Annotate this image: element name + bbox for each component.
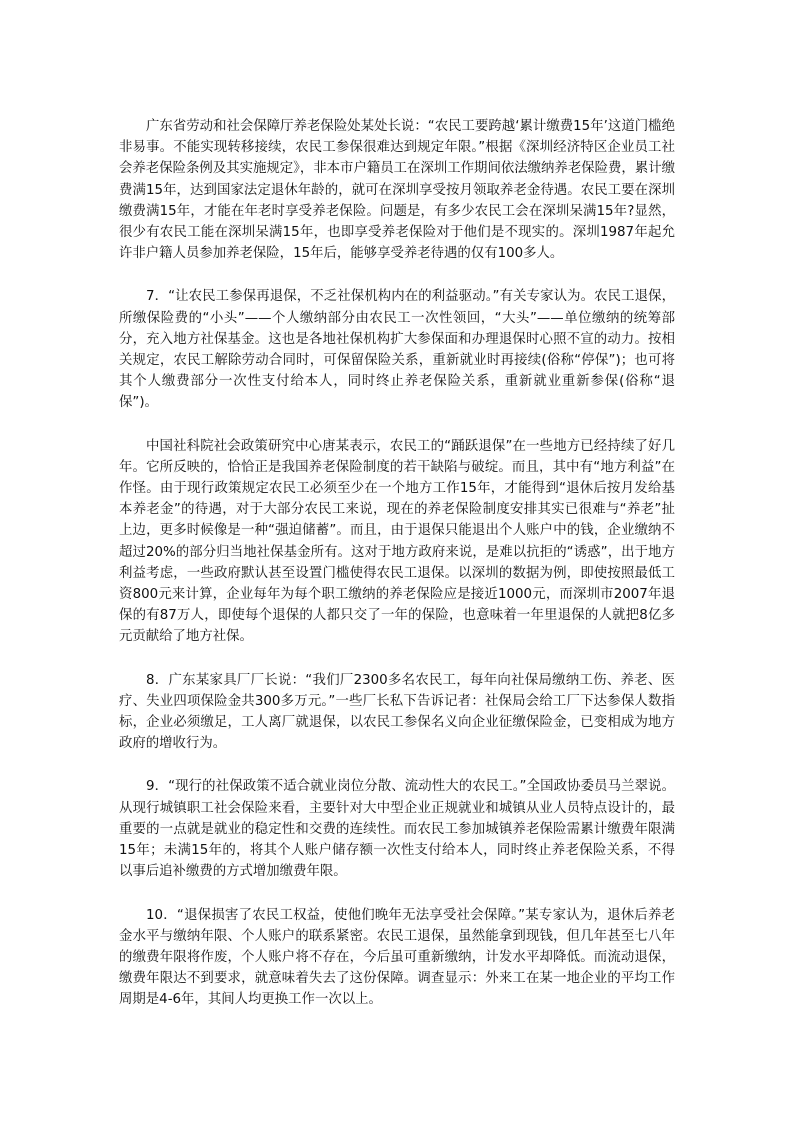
paragraph-7: 7．“让农民工参保再退保，不乏社保机构内在的利益驱动。”有关专家认为。农民工退保，所缴保险费的“小头”——个人缴纳部分由农民工一次性领回，“大头”——单位缴纳的统筹部分，充入地方社保基金。这也是各地社保机构扩大参保面和办理退保时心照不宣的动力。按相关规定，农民工解除劳动合同时，可保留保险关系，重新就业时再接续(俗称“停保”)；也可将其个人缴费部分一次性支付给本人，同时终止养老保险关系，重新就业重新参保(俗称“退保”)。 (119, 289, 675, 411)
paragraph-10: 10．“退保损害了农民工权益，使他们晚年无法享受社会保障。”某专家认为，退休后养老金水平与缴纳年限、个人账户的联系紧密。农民工退保，虽然能拿到现钱，但几年甚至七八年的缴费年限将作废，个人账户将不存在，今后虽可重新缴纳，计发水平却降低。而流动退保，缴费年限达不到要求，就意味着失去了这份保障。调查显示：外来工在某一地企业的平均工作周期是4-6年，其间人均更换工作一次以上。 (119, 907, 675, 1008)
document-body (119, 116, 675, 1033)
paragraph-guangdong-official: 广东省劳动和社会保障厅养老保险处某处长说：“农民工要跨越‘累计缴费15年’这道门槛绝非易事。不能实现转移接续，农民工参保很难达到规定年限。”根据《深圳经济特区企业员工社会养老保险条例及其实施规定》，非本市户籍员工在深圳工作期间依法缴纳养老保险费，累计缴费满15年，达到国家法定退休年龄的，就可在深圳享受按月领取养老金待遇。农民工要在深圳缴费满15年，才能在年老时享受养老保险。问题是，有多少农民工会在深圳呆满15年?显然，很少有农民工能在深圳呆满15年，也即享受养老保险对于他们是不现实的。深圳1987年起允许非户籍人员参加养老保险，15年后，能够享受养老待遇的仅有100多人。 (119, 119, 675, 262)
paragraph-8: 8．广东某家具厂厂长说：“我们厂2300多名农民工，每年向社保局缴纳工伤、养老、医疗、失业四项保险金共300多万元。”一些厂长私下告诉记者：社保局会给工厂下达参保人数指标，企业必须缴足，工人离厂就退保，以农民工参保名义向企业征缴保险金，已变相成为地方政府的增收行为。 (119, 672, 675, 752)
paragraph-9: 9．“现行的社保政策不适合就业岗位分散、流动性大的农民工。”全国政协委员马兰翠说。从现行城镇职工社会保险来看，主要针对大中型企业正规就业和城镇从业人员特点设计的，最重要的一点就是就业的稳定性和交费的连续性。而农民工参加城镇养老保险需累计缴费年限满15年；未满15年的，将其个人账户储存额一次性支付给本人，同时终止养老保险关系，不得以事后追补缴费的方式增加缴费年限。 (119, 779, 675, 880)
paragraph-cass-tang: 中国社科院社会政策研究中心唐某表示，农民工的“踊跃退保”在一些地方已经持续了好几年。它所反映的，恰恰正是我国养老保险制度的若干缺陷与破绽。而且，其中有“地方利益”在作怪。由于现行政策规定农民工必须至少在一个地方工作15年，才能得到“退休后按月发给基本养老金”的待遇，对于大部分农民工来说，现在的养老保险制度安排其实已很难与“养老”扯上边，更多时候像是一种“强迫储蓄”。而且，由于退保只能退出个人账户中的钱，企业缴纳不超过20%的部分归当地社保基金所有。这对于地方政府来说，是难以抗拒的“诱惑”，出于地方利益考虑，一些政府默认甚至设置门槛使得农民工退保。以深圳的数据为例，即使按照最低工资800元来计算，企业每年为每个职工缴纳的养老保险应是接近1000元，而深圳市2007年退保的有87万人，即使每个退保的人都只交了一年的保险，也意味着一年里退保的人就把8亿多元贡献给了地方社保。 (119, 438, 675, 645)
